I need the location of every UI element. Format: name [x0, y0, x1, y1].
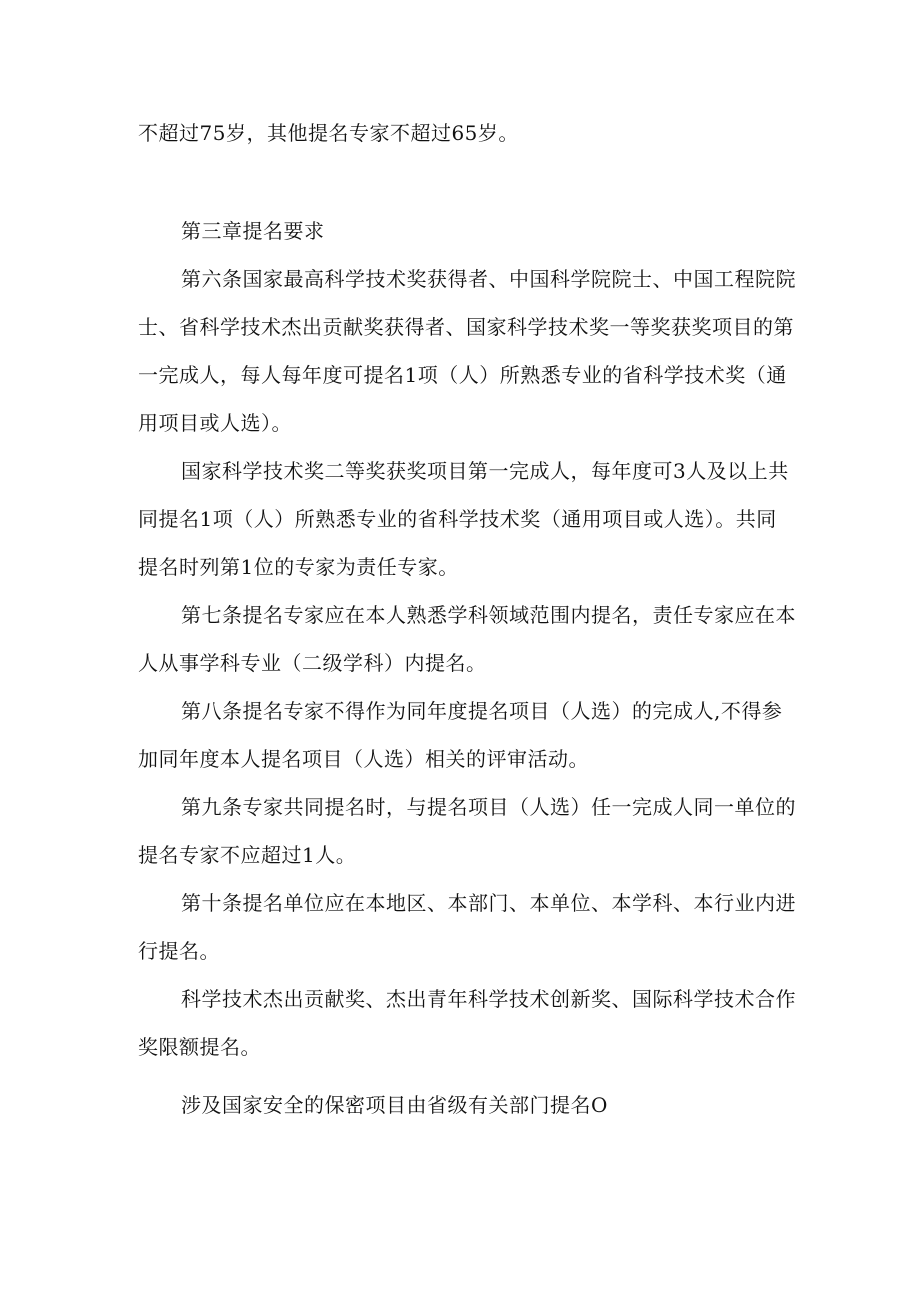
article-8-line-1: 第八条提名专家不得作为同年度提名项目（人选）的完成人,不得参 — [181, 699, 783, 723]
article-6-line-3: 一完成人，每人每年度可提名1项（人）所熟悉专业的省科学技术奖（通 — [138, 363, 787, 387]
article-10-line-1: 第十条提名单位应在本地区、本部门、本单位、本学科、本行业内进 — [181, 891, 796, 915]
chapter-heading: 第三章提名要求 — [181, 219, 325, 243]
article-9-line-1: 第九条专家共同提名时，与提名项目（人选）任一完成人同一单位的 — [181, 795, 796, 819]
article-6-line-1: 第六条国家最高科学技术奖获得者、中国科学院院士、中国工程院院 — [181, 267, 796, 291]
text-line-continuation: 不超过75岁，其他提名专家不超过65岁。 — [138, 121, 519, 145]
paragraph-2-line-3: 提名时列第1位的专家为责任专家。 — [138, 555, 459, 579]
article-7-line-1: 第七条提名专家应在本人熟悉学科领域范围内提名，责任专家应在本 — [181, 603, 796, 627]
paragraph-awards-line-2: 奖限额提名。 — [138, 1035, 261, 1059]
article-8-line-2: 加同年度本人提名项目（人选）相关的评审活动。 — [138, 747, 589, 771]
paragraph-2-line-2: 同提名1项（人）所熟悉专业的省科学技术奖（通用项目或人选）。共同 — [138, 507, 777, 531]
article-6-line-2: 士、省科学技术杰出贡献奖获得者、国家科学技术奖一等奖获奖项目的第 — [138, 315, 794, 339]
article-6-line-4: 用项目或人选）。 — [138, 411, 292, 435]
article-7-line-2: 人从事学科专业（二级学科）内提名。 — [138, 651, 487, 675]
article-10-line-2: 行提名。 — [138, 939, 220, 963]
paragraph-awards-line-1: 科学技术杰出贡献奖、杰出青年科学技术创新奖、国际科学技术合作 — [181, 987, 796, 1011]
paragraph-security: 涉及国家安全的保密项目由省级有关部门提名O — [181, 1093, 608, 1117]
article-9-line-2: 提名专家不应超过1人。 — [138, 843, 357, 867]
paragraph-2-line-1: 国家科学技术奖二等奖获奖项目第一完成人，每年度可3人及以上共 — [181, 459, 789, 483]
